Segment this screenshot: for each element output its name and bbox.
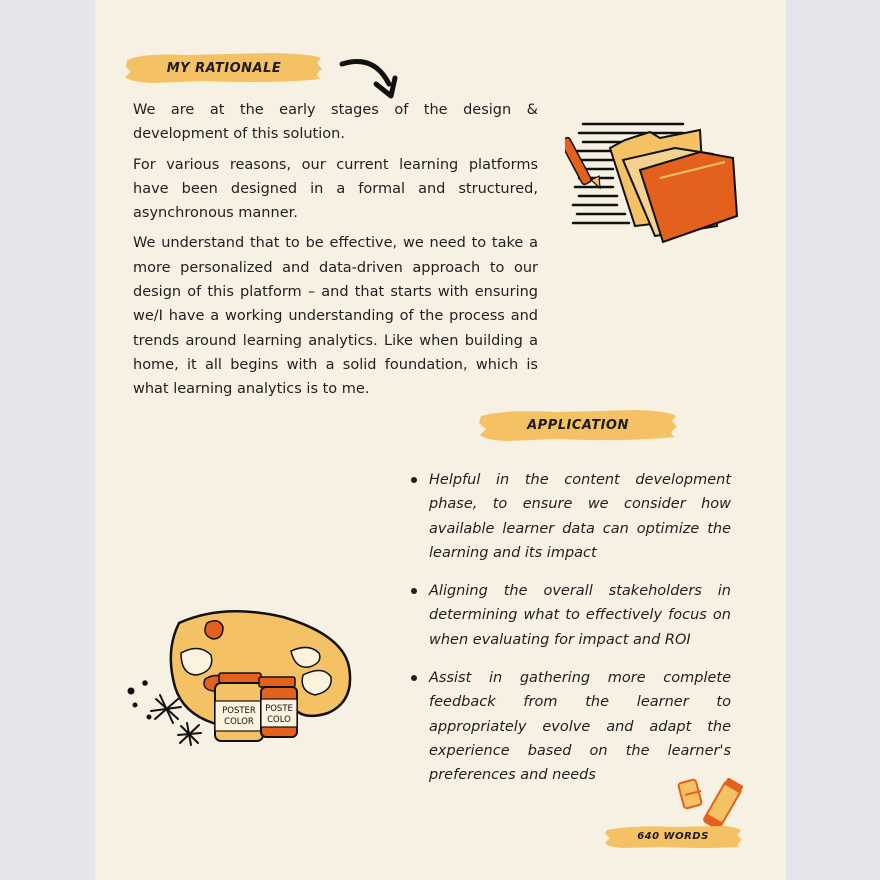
jar-label-line-2: COLOR xyxy=(224,717,254,727)
application-bullet-list xyxy=(411,468,731,802)
rationale-text xyxy=(133,98,538,408)
curved-arrow-icon xyxy=(339,56,399,100)
word-count-label: 640 WORDS xyxy=(637,830,709,842)
document-page xyxy=(95,0,786,880)
jar-label-line-2: COLO xyxy=(267,715,291,725)
paint-jar-icon xyxy=(215,673,263,741)
paint-palette-icon xyxy=(123,595,358,755)
application-heading: APPLICATION xyxy=(527,417,629,433)
rationale-heading-pill xyxy=(123,48,325,88)
paint-jar-icon xyxy=(259,677,297,737)
word-count-pill xyxy=(603,822,743,850)
rationale-heading: MY RATIONALE xyxy=(166,60,282,76)
rationale-paragraph-1: We are at the early stages of the design & development of this solution. xyxy=(133,102,538,143)
jar-label-line-1: POSTER xyxy=(222,706,256,716)
list-item: Assist in gathering more complete feedback from the learner to appropriately evolve and adapt the experience based on the learner's preferences and needs xyxy=(411,666,731,787)
pencil-icon xyxy=(565,137,600,188)
application-heading-pill xyxy=(477,405,679,445)
jar-label-line-1: POSTE xyxy=(265,704,293,714)
list-item: Aligning the overall stakeholders in determining what to effectively focus on when evaluating for impact and ROI xyxy=(411,579,731,652)
rationale-paragraph-3: We understand that to be effective, we need to take a more personalized and data-driven approach to our design of this platform – and that starts with ensuring we/I have a working understanding of the process and trends around learning analytics. Like when building a home, it all begins with a solid foundation, which is what learning analytics is to me. xyxy=(133,235,538,398)
rationale-paragraph-2: For various reasons, our current learning platforms have been designed in a formal and structured, asynchronous manner. xyxy=(133,156,538,222)
list-item: Helpful in the content development phase, to ensure we consider how available learner data can optimize the learning and its impact xyxy=(411,468,731,565)
folder-document-icon xyxy=(565,118,745,248)
